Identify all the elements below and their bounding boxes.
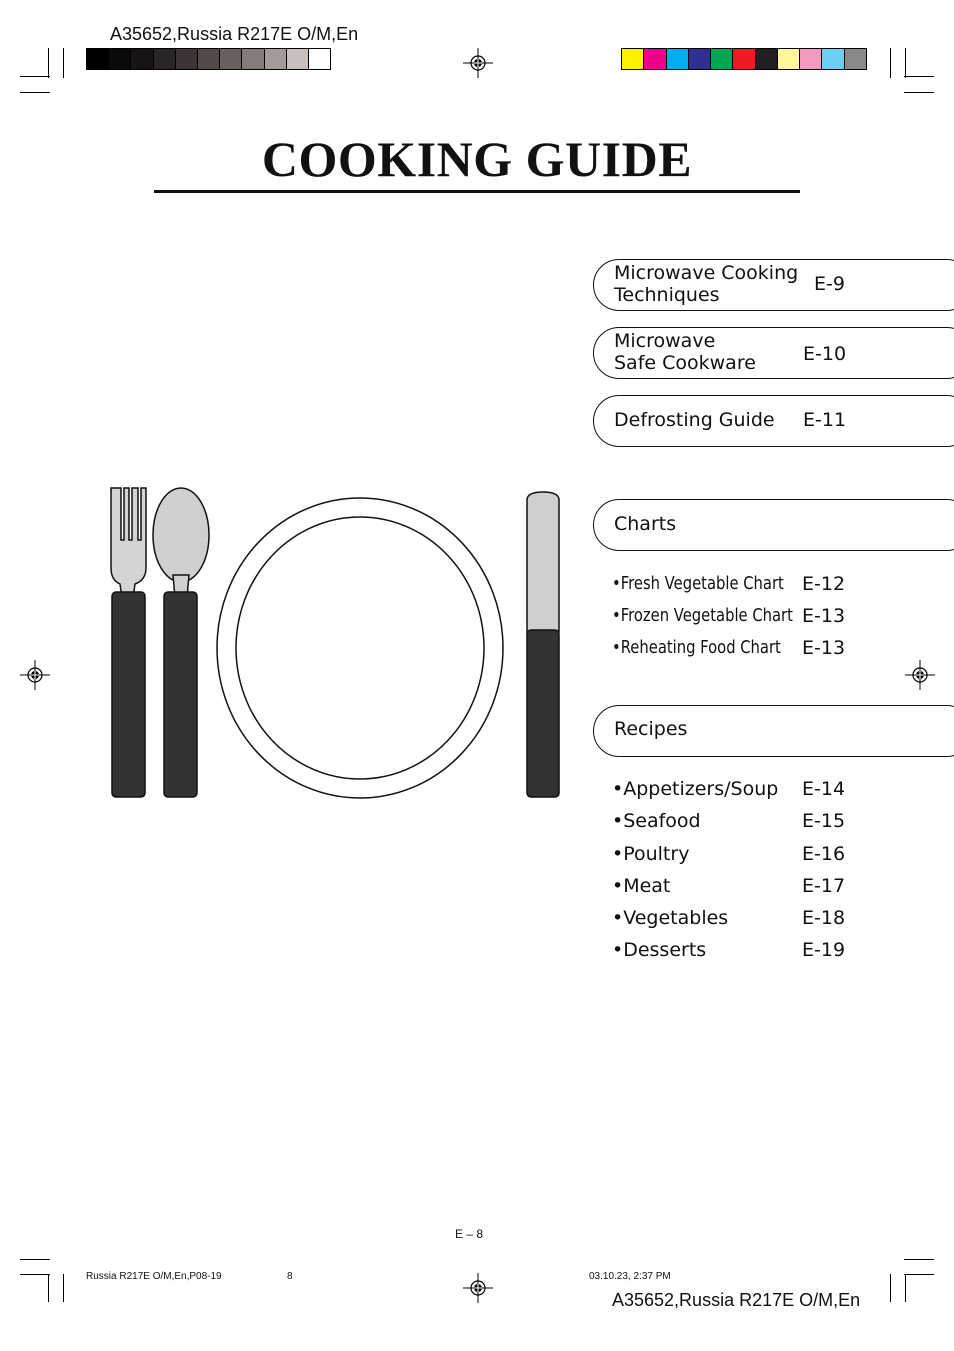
- color-swatch: [799, 49, 821, 69]
- recipe-item-desserts[interactable]: •Desserts: [612, 939, 707, 961]
- crop-mark: [63, 1274, 64, 1302]
- footer-sheet-number: 8: [287, 1271, 293, 1282]
- crop-mark: [20, 1274, 50, 1275]
- color-swatch: [130, 49, 152, 69]
- chart-item-reheating-food[interactable]: •Reheating Food Chart: [612, 637, 781, 658]
- section-label: Charts: [614, 513, 677, 535]
- color-swatch: [777, 49, 799, 69]
- process-color-bar: [621, 48, 867, 70]
- crop-mark: [904, 1259, 934, 1260]
- color-swatch: [286, 49, 308, 69]
- recipe-item-page: E-19: [802, 939, 846, 961]
- color-swatch: [219, 49, 241, 69]
- registration-mark-icon: [20, 660, 50, 690]
- page-title: COOKING GUIDE: [261, 131, 693, 187]
- section-page: E-11: [803, 409, 847, 431]
- recipe-item-page: E-18: [802, 907, 846, 929]
- recipe-item-poultry[interactable]: •Poultry: [612, 843, 690, 865]
- crop-mark: [904, 1274, 934, 1275]
- color-swatch: [108, 49, 130, 69]
- crop-mark: [890, 1274, 891, 1302]
- recipe-item-page: E-15: [802, 810, 846, 832]
- color-swatch: [87, 49, 108, 69]
- section-label: Microwave: [614, 330, 716, 352]
- crop-mark: [890, 48, 891, 78]
- color-swatch: [666, 49, 688, 69]
- crop-mark: [20, 1259, 50, 1260]
- footer-timestamp: 03.10.23, 2:37 PM: [589, 1271, 671, 1282]
- crop-mark: [905, 1274, 906, 1302]
- chart-item-page: E-13: [802, 605, 846, 627]
- chart-item-fresh-vegetable[interactable]: •Fresh Vegetable Chart: [612, 573, 784, 594]
- chart-item-page: E-13: [802, 637, 846, 659]
- knife-icon: [527, 492, 559, 797]
- section-label: Safe Cookware: [614, 352, 756, 374]
- crop-mark: [20, 92, 50, 93]
- header-doc-id: A35652,Russia R217E O/M,En: [110, 24, 359, 44]
- crop-mark: [63, 48, 64, 78]
- color-swatch: [153, 49, 175, 69]
- recipe-item-meat[interactable]: •Meat: [612, 875, 671, 897]
- color-swatch: [688, 49, 710, 69]
- recipe-item-page: E-17: [802, 875, 846, 897]
- registration-mark-icon: [463, 1273, 493, 1303]
- color-swatch: [755, 49, 777, 69]
- plate-icon: [217, 498, 503, 798]
- section-tab-recipes[interactable]: [593, 705, 954, 757]
- color-swatch: [732, 49, 754, 69]
- recipe-item-page: E-16: [802, 843, 846, 865]
- section-tab-safe-cookware[interactable]: [593, 327, 954, 379]
- section-tab-charts[interactable]: [593, 499, 954, 551]
- color-swatch: [821, 49, 843, 69]
- page-number: E – 8: [455, 1227, 484, 1241]
- place-setting-illustration: [100, 480, 570, 810]
- color-swatch: [308, 49, 330, 69]
- footer-doc-id: A35652,Russia R217E O/M,En: [612, 1290, 861, 1310]
- section-label: Defrosting Guide: [614, 409, 775, 431]
- section-page: E-9: [814, 273, 845, 295]
- color-swatch: [844, 49, 866, 69]
- section-label: Techniques: [614, 284, 720, 306]
- color-swatch: [643, 49, 665, 69]
- recipe-item-page: E-14: [802, 778, 846, 800]
- section-tab-cooking-techniques[interactable]: [593, 259, 954, 311]
- crop-mark: [904, 76, 934, 77]
- crop-mark: [48, 48, 49, 78]
- color-swatch: [175, 49, 197, 69]
- color-swatch: [622, 49, 643, 69]
- chart-item-frozen-vegetable[interactable]: •Frozen Vegetable Chart: [612, 605, 793, 626]
- title-underline: [154, 190, 800, 193]
- color-swatch: [264, 49, 286, 69]
- registration-mark-icon: [463, 48, 493, 78]
- crop-mark: [20, 76, 50, 77]
- section-label: Microwave Cooking: [614, 262, 799, 284]
- section-tab-defrosting-guide[interactable]: [593, 395, 954, 447]
- section-label: Recipes: [614, 718, 688, 740]
- recipe-item-seafood[interactable]: •Seafood: [612, 810, 701, 832]
- recipe-item-appetizers-soup[interactable]: •Appetizers/Soup: [612, 778, 779, 800]
- spoon-icon: [153, 488, 209, 797]
- recipe-item-vegetables[interactable]: •Vegetables: [612, 907, 729, 929]
- color-swatch: [710, 49, 732, 69]
- chart-item-page: E-12: [802, 573, 846, 595]
- color-swatch: [197, 49, 219, 69]
- crop-mark: [48, 1274, 49, 1302]
- section-page: E-10: [803, 343, 847, 365]
- color-swatch: [241, 49, 263, 69]
- grayscale-color-bar: [86, 48, 331, 70]
- crop-mark: [904, 92, 934, 93]
- footer-file-name: Russia R217E O/M,En,P08-19: [86, 1271, 222, 1282]
- fork-icon: [111, 488, 146, 797]
- registration-mark-icon: [905, 660, 935, 690]
- crop-mark: [905, 48, 906, 78]
